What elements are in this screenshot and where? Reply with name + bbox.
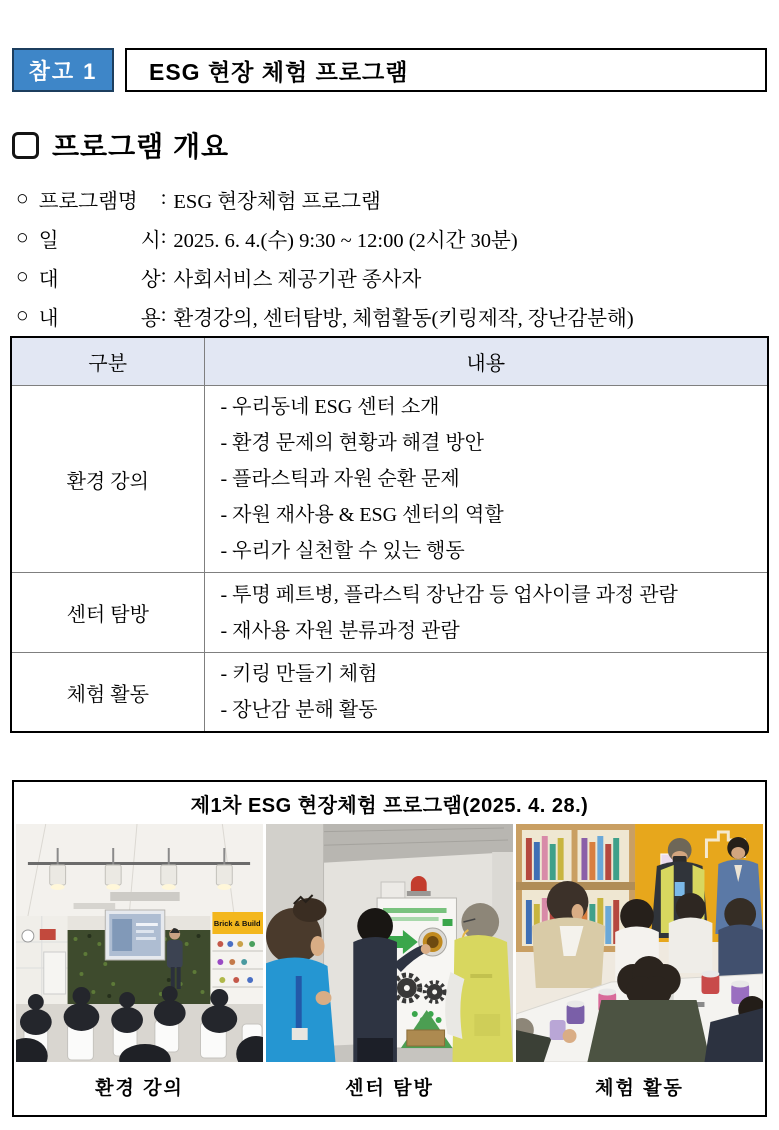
content-line: - 장난감 분해 활동: [220, 699, 378, 721]
category-cell: 센터 탐방: [11, 573, 204, 653]
overview-label: 일 시: [38, 229, 161, 252]
document-header: [12, 48, 767, 92]
section-marker-icon: [12, 132, 39, 159]
column-header-category: 구분: [11, 337, 204, 386]
center-tour-illustration: [266, 824, 513, 1062]
column-header-content: 내용: [204, 337, 768, 386]
overview-colon: :: [160, 187, 167, 209]
environment-lecture-illustration: [16, 824, 263, 1062]
lanyard: [296, 976, 302, 1030]
overview-item: [16, 179, 768, 218]
content-cell: [204, 573, 768, 653]
content-line: - 자원 재사용 & ESG 센터의 역할: [220, 504, 504, 526]
overview-label: 대 상: [38, 268, 161, 291]
activity-illustration: [516, 824, 763, 1062]
gallery-title: 제1차 ESG 현장체험 프로그램(2025. 4. 28.): [190, 795, 589, 817]
overview-value: 사회서비스 제공기관 종사자: [173, 268, 422, 291]
overview-label: 내 용: [38, 307, 161, 330]
projection-screen: [105, 910, 165, 960]
overview-value: 환경강의, 센터탐방, 체험활동(키링제작, 장난감분해): [173, 307, 634, 330]
category-cell: 환경 강의: [11, 386, 204, 573]
table-row: [11, 386, 768, 573]
content-line: - 투명 페트병, 플라스틱 장난감 등 업사이클 과정 관람: [220, 583, 678, 606]
content-line: - 우리가 실천할 수 있는 행동: [220, 540, 465, 562]
section-heading: [12, 125, 229, 165]
content-line: - 플라스틱과 자원 순환 문제: [220, 468, 460, 490]
overview-item: [16, 218, 768, 257]
content-line: - 재사용 자원 분류과정 관람: [220, 619, 460, 642]
photo-caption: 체험 활동: [595, 1078, 684, 1099]
section-title: 프로그램 개요: [52, 131, 230, 162]
air-duct: [110, 892, 179, 901]
program-table: [10, 336, 769, 733]
document-title: ESG 현장 체험 프로그램: [125, 48, 767, 92]
table-row: [11, 573, 768, 653]
category-cell: 체험 활동: [11, 653, 204, 733]
photo-caption: 환경 강의: [95, 1078, 184, 1099]
wall-clock: [22, 930, 34, 942]
circle-bullet-icon: ○: [16, 264, 29, 288]
circle-bullet-icon: ○: [16, 225, 29, 249]
table-row: [11, 653, 768, 733]
pointing-hand: [421, 944, 431, 954]
photo-gallery-box: [12, 780, 767, 1117]
overview-value: ESG 현장체험 프로그램: [173, 190, 381, 213]
circle-bullet-icon: ○: [16, 303, 29, 327]
content-line: - 키링 만들기 체험: [220, 663, 378, 685]
overview-item: [16, 296, 768, 335]
content-line: - 우리동네 ESG 센터 소개: [220, 396, 440, 418]
reference-badge: 참고 1: [12, 48, 114, 92]
cabinet: [44, 952, 66, 994]
hair-bun: [293, 898, 327, 922]
program-table-body: [11, 386, 768, 733]
overview-colon: :: [160, 226, 167, 248]
content-line: - 환경 문제의 현황과 해결 방안: [220, 432, 484, 454]
plaque: [407, 1030, 445, 1046]
content-cell: [204, 386, 768, 573]
table-header-row: [11, 337, 768, 386]
badge-card: [675, 882, 685, 896]
photo-hands-on-activity: [516, 824, 763, 1100]
photo-center-tour: [266, 824, 513, 1100]
overview-label: 프로그램명: [38, 190, 138, 213]
red-sign: [40, 929, 56, 940]
shelf-sign-text: Brick & Build: [213, 918, 261, 929]
photo-row: [14, 818, 765, 1100]
overview-item: [16, 257, 768, 296]
photo-environment-lecture: [16, 824, 263, 1100]
safety-vest: [452, 935, 513, 1062]
overview-colon: :: [160, 304, 167, 326]
overview-value: 2025. 6. 4.(수) 9:30 ~ 12:00 (2시간 30분): [173, 229, 518, 252]
photo-caption: 센터 탐방: [345, 1078, 434, 1099]
content-cell: [204, 653, 768, 733]
program-overview-list: [16, 179, 768, 335]
circle-bullet-icon: ○: [16, 186, 29, 210]
overview-colon: :: [160, 265, 167, 287]
